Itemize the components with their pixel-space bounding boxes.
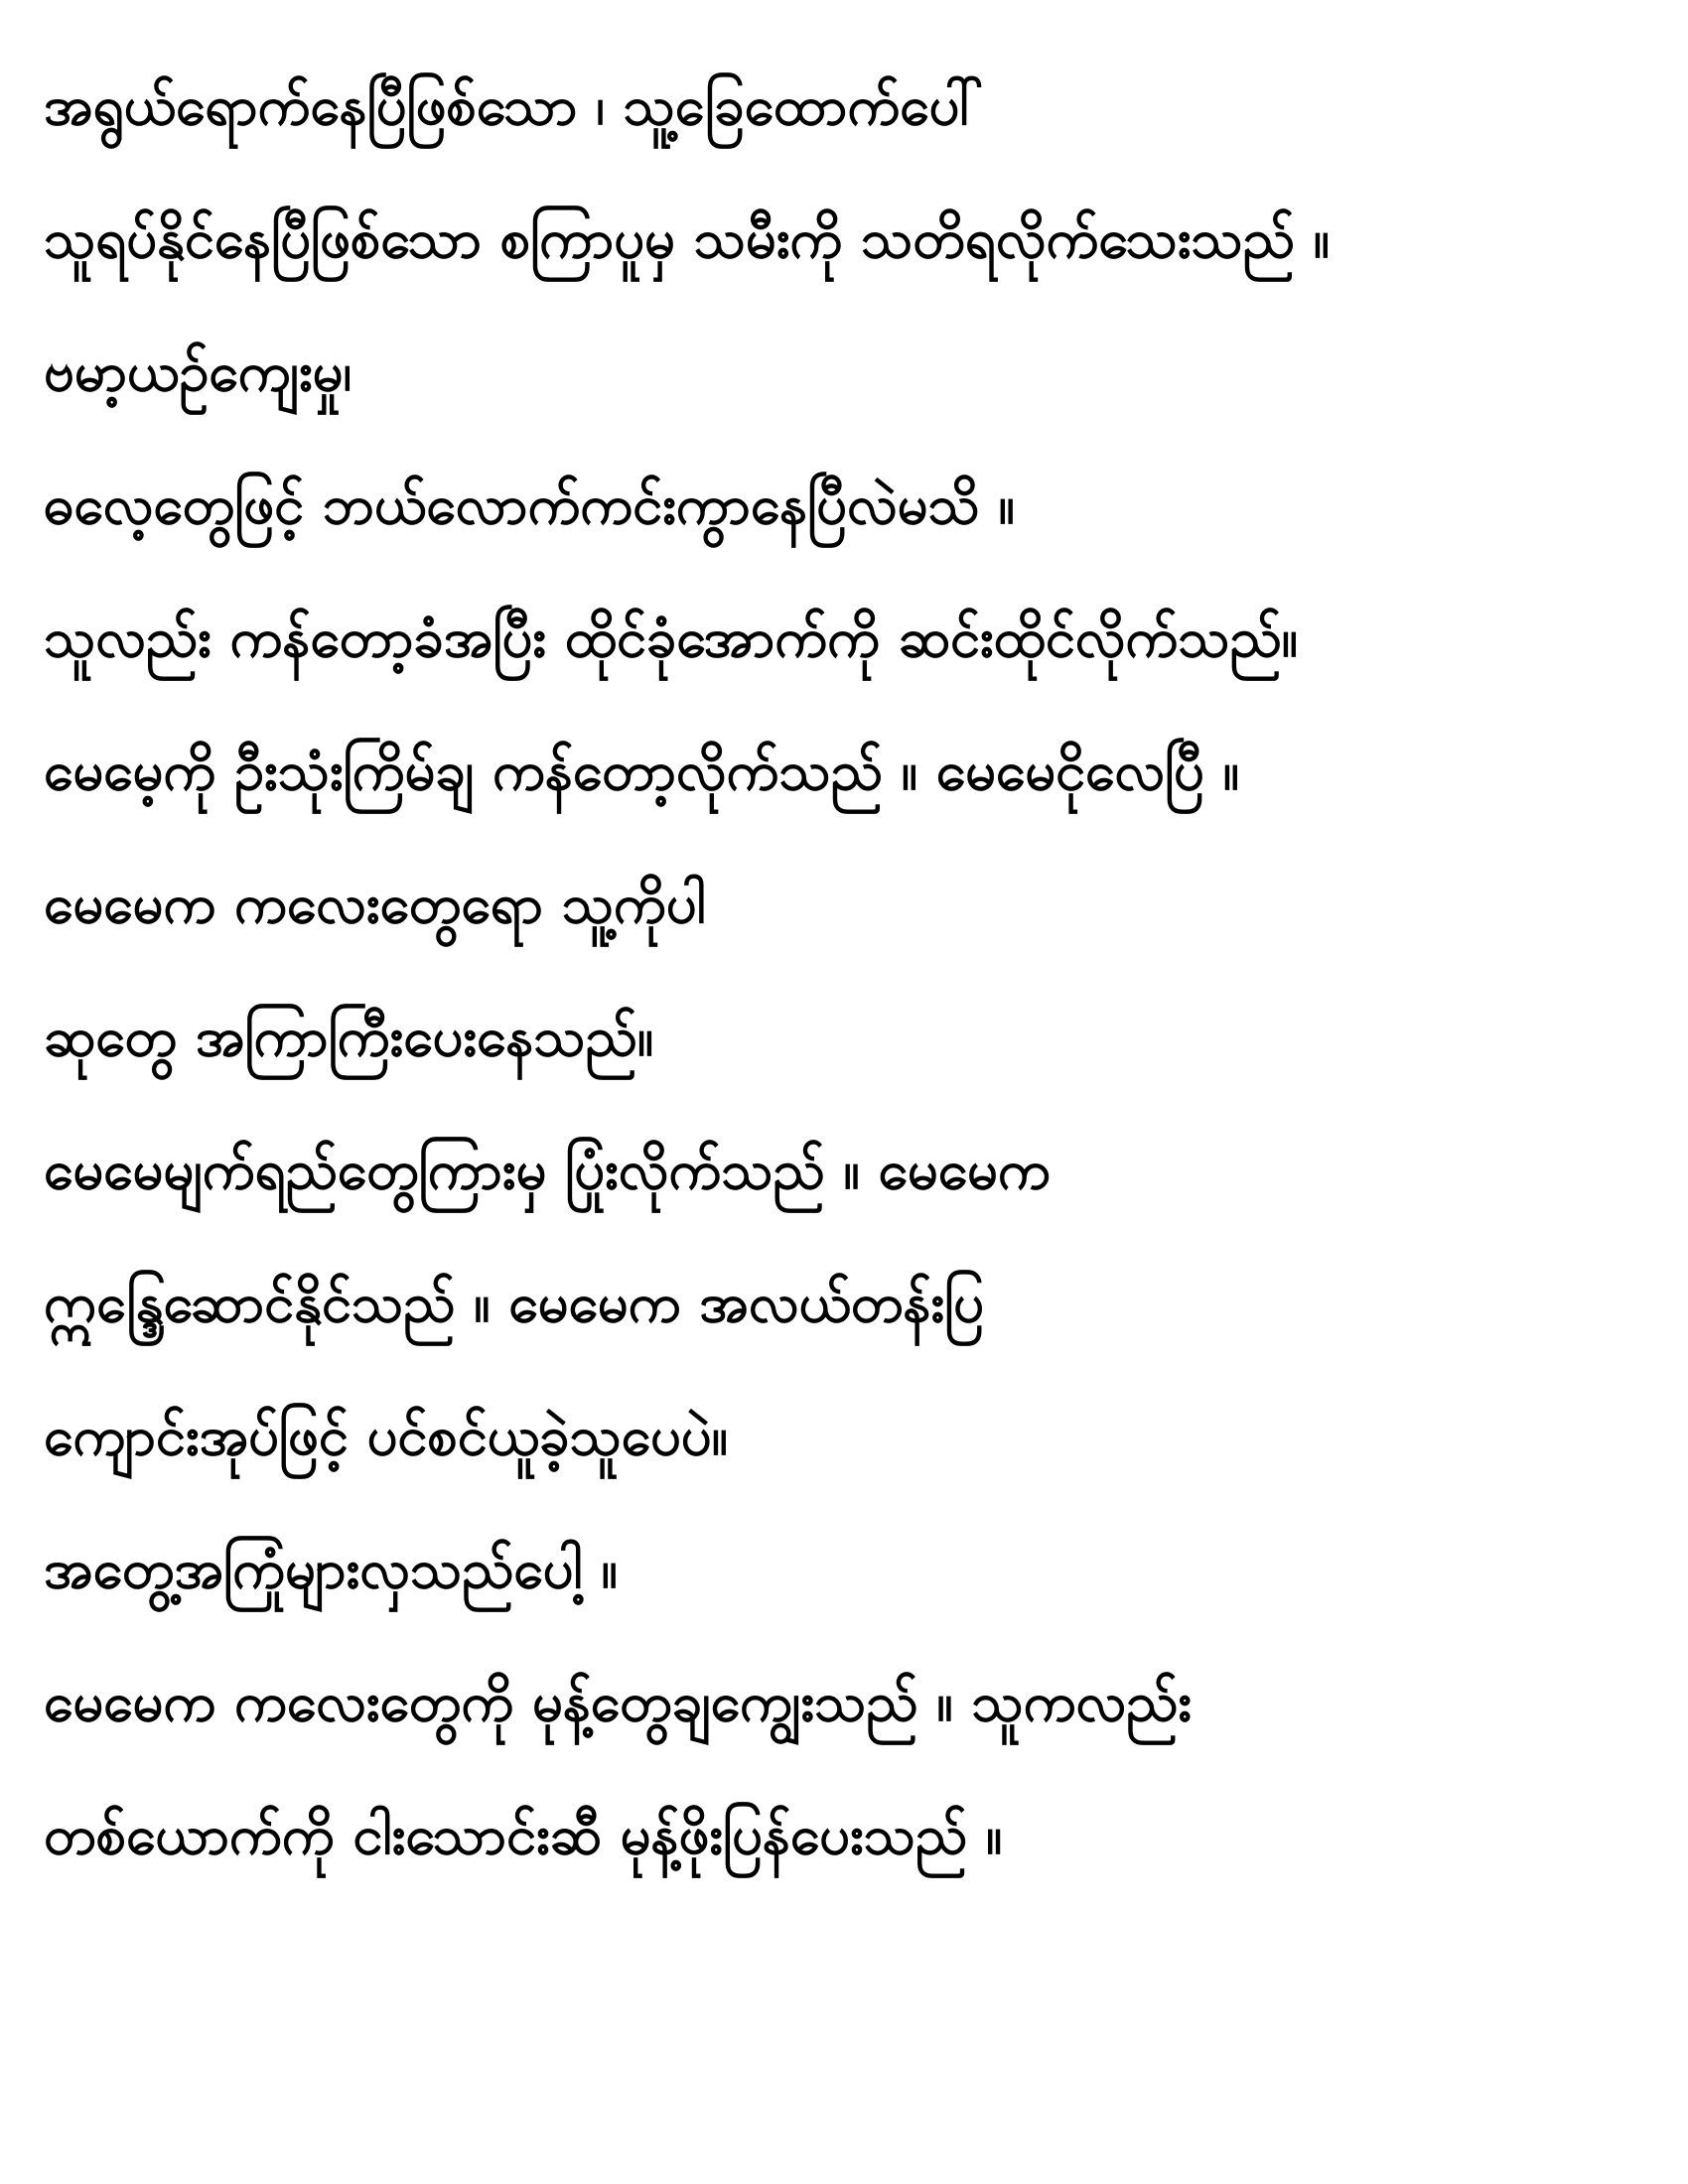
text-line-1: အရွယ်ရောက်နေပြီဖြစ်သော ၊ သူ့ခြေထောက်ပေါ်: [44, 74, 984, 137]
text-line-11: ကျောင်းအုပ်ဖြင့် ပင်စင်ယူခဲ့သူပေပဲ။: [44, 1405, 728, 1467]
text-line-8: ဆုတွေ အကြာကြီးပေးနေသည်။: [44, 1006, 654, 1068]
text-line-2: သူရပ်နိုင်နေပြီဖြစ်သော စကြာပူမှ သမီးကို သတိရလိုက်သေးသည် ။: [44, 207, 1330, 270]
text-line-14: တစ်ယောက်ကို ငါးသောင်းဆီ မုန့်ဖိုးပြန်ပေးသည် ။: [44, 1804, 1003, 1866]
text-line-13: မေမေက ကလေးတွေကို မုန့်တွေချကျွေးသည် ။ သူကလည်း: [44, 1671, 1192, 1733]
text-line-5: သူလည်း ကန်တော့ခံအပြီး ထိုင်ခုံအောက်ကို ဆင်းထိုင်လိုက်သည်။: [44, 607, 1299, 669]
text-line-6: မေမေ့ကို ဦးသုံးကြိမ်ချ ကန်တော့လိုက်သည် ။ မေမေငိုလေပြီ ။: [44, 740, 1240, 802]
text-line-12: အတွေ့အကြုံများလှသည်ပေါ့ ။: [44, 1538, 618, 1600]
text-line-10: ဣန္ဒြေဆောင်နိုင်သည် ။ မေမေက အလယ်တန်းပြ: [44, 1272, 984, 1334]
text-line-7: မေမေက ကလေးတွေရော သူ့ကိုပါ: [44, 873, 706, 935]
text-line-9: မေမေမျက်ရည်တွေကြားမှ ပြုံးလိုက်သည် ။ မေမေက: [44, 1139, 1051, 1201]
text-line-4: ဓလေ့တွေဖြင့် ဘယ်လောက်ကင်းကွာနေပြီလဲမသိ ။: [44, 474, 1015, 536]
text-line-3: ဗမာ့ယဉ်ကျေးမှု၊: [44, 341, 352, 403]
